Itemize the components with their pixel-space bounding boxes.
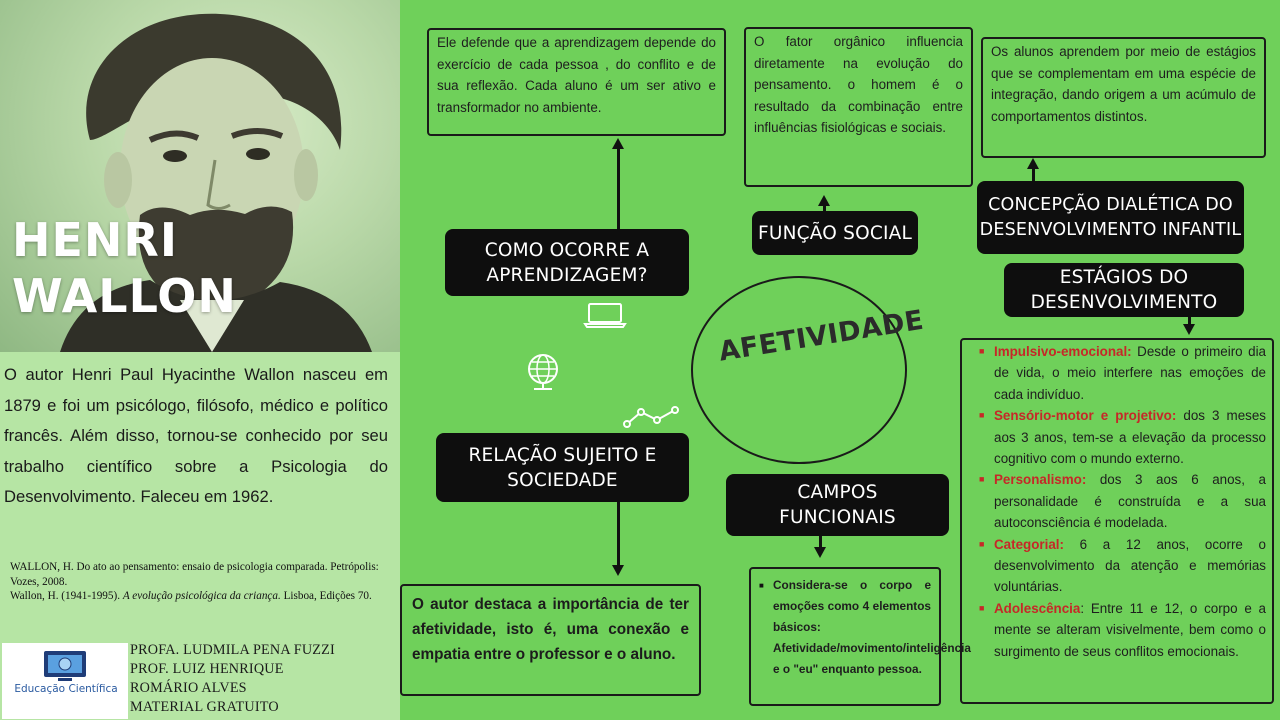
reference-2-publisher: Lisboa, Edições 70. <box>283 590 372 602</box>
credit-line: PROF. LUIZ HENRIQUE <box>130 661 284 677</box>
author-bio: O autor Henri Paul Hyacinthe Wallon nasceu em 1879 e foi um psicólogo, filósofo, médico e político francês. Além disso, tornou-se conhecido por seu trabalho científico sobre a Psicologia do Desenvolvimento. Faleceu em 1962. <box>4 365 388 506</box>
arrow-up-icon <box>617 148 620 230</box>
label-line: COMO OCORRE A <box>484 239 650 261</box>
stage-item <box>982 469 1266 533</box>
globe-icon <box>522 352 564 392</box>
aprendizagem-text: Ele defende que a aprendizagem depende do exercício de cada pessoa , do conflito e de sua reflexão. Cada aluno é um ser ativo e transformador no ambiente. <box>437 35 716 115</box>
relacao-text-box <box>400 584 701 696</box>
label-line: DESENVOLVIMENTO INFANTIL <box>979 219 1242 240</box>
concepcao-text-box <box>981 37 1266 158</box>
credit-line: MATERIAL GRATUITO <box>130 699 279 715</box>
stage-text: dos 3 aos 6 anos, a personalidade é construída e a sua autoconsciência é modelada. <box>994 472 1266 531</box>
line-chart-icon <box>623 406 681 428</box>
campos-label <box>726 474 949 536</box>
label-line: FUNCIONAIS <box>779 507 896 528</box>
label-line: DESENVOLVIMENTO <box>1030 292 1218 313</box>
label-line: FUNÇÃO SOCIAL <box>758 222 912 244</box>
logo-monitor-icon <box>40 649 90 685</box>
stage-name: Impulsivo-emocional: <box>994 344 1132 359</box>
credit-line: ROMÁRIO ALVES <box>130 680 247 696</box>
stage-name: Sensório-motor e projetivo: <box>994 408 1177 424</box>
aprendizagem-text-box <box>427 28 726 136</box>
stage-text: : Entre 11 e 12, o corpo e a mente se alteram visivelmente, bem como o surgimento de seus conflitos emocionais. <box>994 600 1266 659</box>
credits <box>130 641 400 717</box>
relacao-label <box>436 433 689 502</box>
label-line: ESTÁGIOS DO <box>1059 267 1189 288</box>
campos-list <box>761 575 971 680</box>
author-name: HENRI WALLON <box>12 213 237 323</box>
author-panel <box>0 0 400 720</box>
label-line: APRENDIZAGEM? <box>486 264 648 286</box>
stage-text: 6 a 12 anos, ocorre o desenvolvimento da atenção e memórias voluntárias. <box>994 536 1266 595</box>
aprendizagem-label <box>445 229 689 296</box>
stage-text: Desde o primeiro dia de vida, o meio interfere nas emoções de cada indivíduo. <box>994 344 1266 402</box>
funcao-text-box <box>744 27 973 187</box>
stage-text: dos 3 meses aos 3 anos, tem-se a elevação da processo cognitivo com o mundo externo. <box>994 408 1266 467</box>
label-line: CONCEPÇÃO DIALÉTICA DO <box>988 194 1233 215</box>
stage-item <box>982 598 1266 662</box>
stage-item <box>982 405 1266 469</box>
credit-line: PROFA. LUDMILA PENA FUZZI <box>130 642 335 658</box>
reference-2-author: Wallon, H. (1941-1995). <box>10 590 121 602</box>
label-line: SOCIEDADE <box>507 469 618 491</box>
reference-1: WALLON, H. Do ato ao pensamento: ensaio de psicologia comparada. Petrópolis: Vozes, 2008. <box>10 561 379 588</box>
center-circle <box>691 276 907 464</box>
arrow-down-icon <box>1188 317 1191 325</box>
label-line: RELAÇÃO SUJEITO E <box>468 444 657 466</box>
campos-text-box <box>749 567 971 706</box>
reference-2-title: A evolução psicológica da criança. <box>122 590 281 602</box>
stage-name: Personalismo: <box>994 472 1087 488</box>
center-word: AFETIVIDADE <box>716 304 926 368</box>
estagios-text-box <box>960 338 1274 704</box>
funcao-label <box>752 211 918 255</box>
stage-item <box>982 341 1266 405</box>
stage-name: Categorial: <box>994 536 1064 552</box>
concepcao-label <box>977 181 1244 254</box>
arrow-down-icon <box>819 536 822 548</box>
stage-name: Adolescência <box>994 600 1081 616</box>
laptop-icon <box>583 302 627 328</box>
estagios-label <box>1004 263 1244 317</box>
list-item: ■ Considera-se o corpo e emoções como 4 elementos básicos: Afetividade/movimento/inteligência e o "eu" enquanto pessoa. <box>761 575 931 680</box>
reference-2 <box>10 589 395 604</box>
label-line: CAMPOS <box>797 482 878 503</box>
stage-item <box>982 534 1266 598</box>
arrow-up-icon <box>1032 168 1035 182</box>
arrow-down-icon <box>617 502 620 566</box>
logo <box>2 643 128 719</box>
logo-text: Educação Científica <box>14 683 118 695</box>
relacao-text: O autor destaca a importância de ter afetividade, isto é, uma conexão e empatia entre o professor e o aluno. <box>412 596 689 663</box>
references <box>10 560 395 604</box>
concepcao-text: Os alunos aprendem por meio de estágios que se complementam em uma espécie de integração, dando origem a um acúmulo de comportamentos distintos. <box>991 44 1256 124</box>
funcao-text: O fator orgânico influencia diretamente na evolução do pensamento. o homem é o resultado da combinação entre influências fisiológicas e sociais. <box>754 34 963 135</box>
